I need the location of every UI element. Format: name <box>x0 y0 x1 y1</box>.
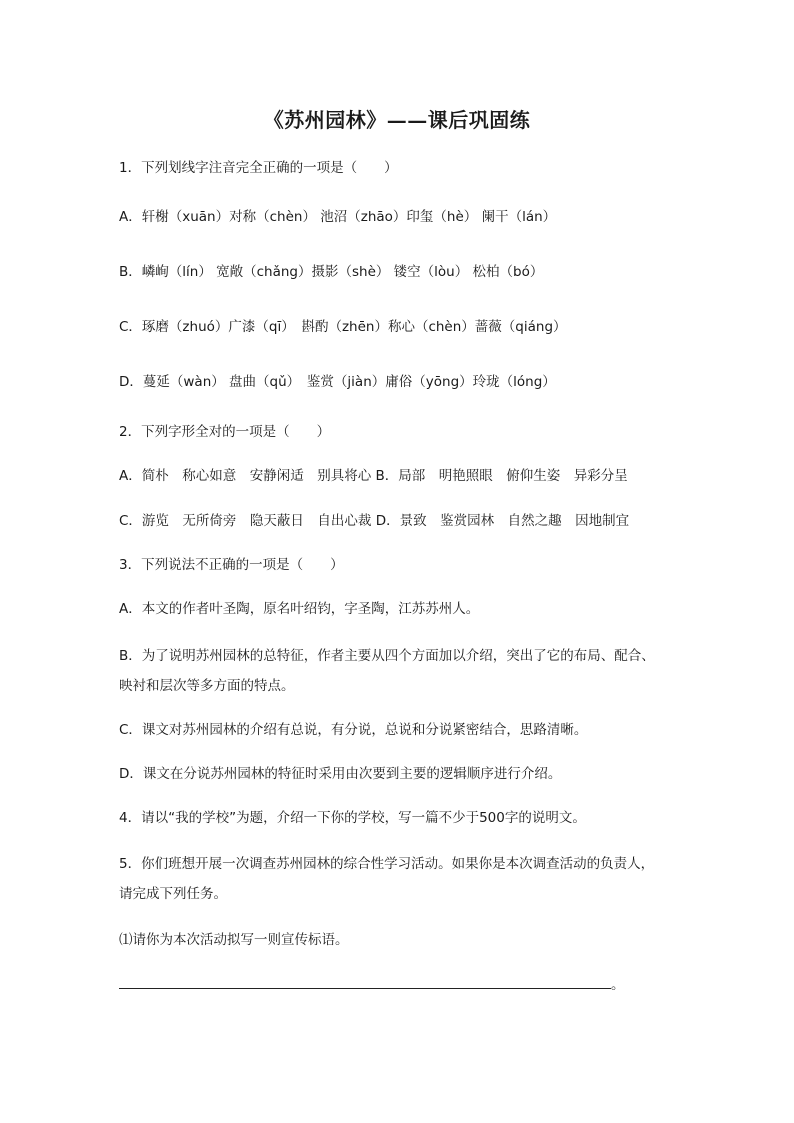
question-4-stem: 4．请以“我的学校”为题，介绍一下你的学校，写一篇不少于500字的说明文。 <box>119 810 586 826</box>
answer-blank-line <box>119 988 611 989</box>
question-3-option-b-line1: B．为了说明苏州园林的总特征，作者主要从四个方面加以介绍，突出了它的布局、配合、 <box>119 648 655 664</box>
question-1-option-c: C．琢磨（zhuó）广漆（qī） 斟酌（zhēn）称心（chèn）蔷薇（qiáng） <box>119 319 567 335</box>
question-3-option-b-line2: 映衬和层次等多方面的特点。 <box>119 678 295 694</box>
question-1-option-a: A．轩榭（xuān）对称（chèn） 池沼（zhāo）印玺（hè） 阑干（lán） <box>119 209 557 225</box>
question-3-option-c: C．课文对苏州园林的介绍有总说，有分说，总说和分说紧密结合，思路清晰。 <box>119 722 588 738</box>
question-2-stem: 2．下列字形全对的一项是（ ） <box>119 424 331 440</box>
question-1-option-d: D．蔓延（wàn） 盘曲（qǔ） 鉴赏（jiàn）庸俗（yōng）玲珑（lóng） <box>119 374 556 390</box>
answer-blank-period: 。 <box>611 977 625 993</box>
question-5-stem-line2: 请完成下列任务。 <box>119 886 227 902</box>
question-3-option-d: D．课文在分说苏州园林的特征时采用由次要到主要的逻辑顺序进行介绍。 <box>119 766 562 782</box>
question-1-stem: 1．下列划线字注音完全正确的一项是（ ） <box>119 160 398 176</box>
question-2-options-ab: A．简朴 称心如意 安静闲适 别具将心 B．局部 明艳照眼 俯仰生姿 异彩分呈 <box>119 468 628 484</box>
question-1-option-b: B．嶙峋（lín） 宽敞（chǎng）摄影（shè） 镂空（lòu） 松柏（bó） <box>119 264 544 280</box>
question-5-stem-line1: 5．你们班想开展一次调查苏州园林的综合性学习活动。如果你是本次调查活动的负责人， <box>119 856 655 872</box>
question-2-options-cd: C．游览 无所倚旁 隐天蔽日 自出心裁 D．景致 鉴赏园林 自然之趣 因地制宜 <box>119 513 630 529</box>
question-3-stem: 3．下列说法不正确的一项是（ ） <box>119 557 344 573</box>
page-title: 《苏州园林》——课后巩固练 <box>263 108 531 132</box>
question-3-option-a: A．本文的作者叶圣陶，原名叶绍钧，字圣陶，江苏苏州人。 <box>119 601 480 617</box>
question-5-subtask-1: ⑴请你为本次活动拟写一则宣传标语。 <box>119 932 349 948</box>
